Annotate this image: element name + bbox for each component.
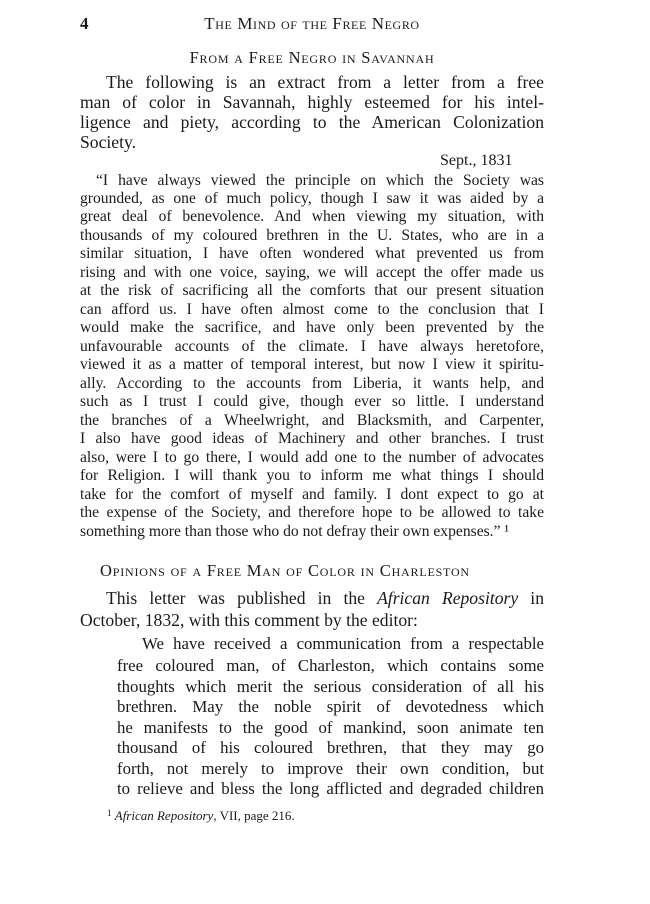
text-line: October, 1832, with this comment by the editor: bbox=[80, 610, 418, 630]
block-quote-line: thoughts which merit the serious consideration of all his bbox=[117, 677, 544, 696]
section-heading-savannah: From a Free Negro in Savannah bbox=[189, 48, 435, 67]
quote-line: something more than those who do not defray their own expenses.” ¹ bbox=[80, 523, 510, 540]
block-quote-line: to relieve and bless the long afflicted and degraded children bbox=[117, 779, 544, 798]
quote-line: viewed it as a matter of temporal interest, but now I view it spiritu- bbox=[80, 356, 544, 373]
quote-line: great deal of benevolence. And when viewing my situation, with bbox=[80, 208, 544, 225]
letter-date: Sept., 1831 bbox=[440, 152, 513, 169]
text-line: ligence and piety, according to the American Colonization bbox=[80, 112, 544, 132]
quote-line: “I have always viewed the principle on which the Society was bbox=[96, 172, 544, 189]
footnote-source: African Repository bbox=[114, 808, 214, 823]
text-line: This letter was published in the African Repository in bbox=[106, 588, 544, 608]
quote-line: ally. According to the accounts from Liberia, it wants help, and bbox=[80, 375, 544, 392]
quote-line: similar situation, I have often wondered what prevented us from bbox=[80, 245, 544, 262]
running-header: The Mind of the Free Negro bbox=[204, 14, 420, 33]
quote-line: would make the sacrifice, and have only been prevented by the bbox=[80, 319, 544, 336]
section-heading-charleston: Opinions of a Free Man of Color in Charleston bbox=[100, 561, 470, 580]
quote-line: unfavourable accounts of the climate. I have always heretofore, bbox=[80, 338, 544, 355]
block-quote-line: forth, not merely to improve their own condition, but bbox=[117, 759, 544, 778]
quote-line: such as I trust I could give, though ever so little. I understand bbox=[80, 393, 544, 410]
text-line: The following is an extract from a letter from a free bbox=[106, 72, 544, 92]
page-number: 4 bbox=[80, 14, 89, 33]
quote-line: the expense of the Society, and therefore hope to be allowed to take bbox=[80, 504, 544, 521]
quote-line: for Religion. I will thank you to inform me what things I should bbox=[80, 467, 544, 484]
quote-line: thousands of my coloured brethren in the U. States, who are in a bbox=[80, 227, 544, 244]
block-quote-line: We have received a communication from a respectable bbox=[142, 634, 544, 653]
quote-line: take for the comfort of myself and family. I dont expect to go at bbox=[80, 486, 544, 503]
block-quote-line: thousand of his coloured brethren, that they may go bbox=[117, 738, 544, 757]
publication-title: African Repository bbox=[377, 588, 519, 608]
text-line: Society. bbox=[80, 132, 137, 152]
footnote-marker: 1 bbox=[107, 808, 112, 818]
block-quote-line: brethren. May the noble spirit of devotedness which bbox=[117, 697, 544, 716]
quote-line: at the risk of sacrificing all the comforts that our present situation bbox=[80, 282, 544, 299]
block-quote-line: free coloured man, of Charleston, which contains some bbox=[117, 656, 544, 675]
quote-line: rising and with one voice, saying, we will accept the offer made us bbox=[80, 264, 544, 281]
quote-line: grounded, as one of much policy, though I saw it was aided by a bbox=[80, 190, 544, 207]
quote-line: the branches of a Wheelwright, and Blacksmith, and Carpenter, bbox=[80, 412, 544, 429]
block-quote-line: he manifests to the good of mankind, soon animate ten bbox=[117, 718, 544, 737]
quote-line: I also have good ideas of Machinery and other branches. I trust bbox=[80, 430, 544, 447]
quote-line: can afford us. I have often almost come to the conclusion that I bbox=[80, 301, 544, 318]
footnote: $^1$ African Repository, VII, page 216. bbox=[107, 808, 295, 823]
quote-line: also, were I to go there, I would add one to the number of advocates bbox=[80, 449, 544, 466]
text-line: man of color in Savannah, highly esteemed for his intel- bbox=[80, 92, 544, 112]
